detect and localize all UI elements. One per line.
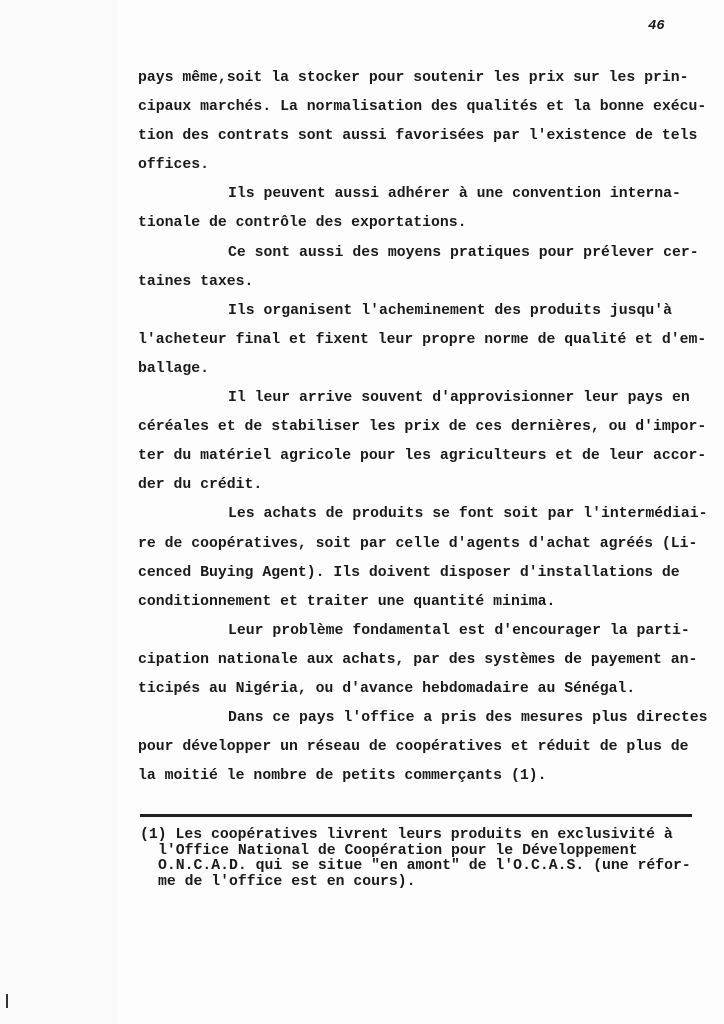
text-line: Ils peuvent aussi adhérer à une convention interna-: [228, 186, 681, 203]
footnote-separator: [140, 814, 692, 817]
text-line: Il leur arrive souvent d'approvisionner leur pays en: [228, 390, 690, 407]
text-line: la moitié le nombre de petits commerçants (1).: [138, 768, 547, 785]
text-line: ticipés au Nigéria, ou d'avance hebdomadaire au Sénégal.: [138, 680, 636, 697]
text-line: Les achats de produits se font soit par l'intermédiai-: [228, 506, 708, 523]
text-line: Dans ce pays l'office a pris des mesures plus directes: [228, 710, 708, 727]
scan-edge-mark: [6, 994, 8, 1008]
text-line: ter du matériel agricole pour les agriculteurs et de leur accor-: [138, 448, 707, 465]
text-line: ballage.: [138, 360, 210, 377]
text-line: cenced Buying Agent). Ils doivent disposer d'installations de: [138, 564, 680, 581]
text-line: re de coopératives, soit par celle d'agents d'achat agréés (Li-: [138, 535, 698, 552]
text-line: Ce sont aussi des moyens pratiques pour prélever cer-: [228, 244, 699, 261]
footnote-line: me de l'office est en cours).: [158, 873, 416, 890]
text-line: der du crédit.: [138, 477, 263, 494]
text-line: tion des contrats sont aussi favorisées par l'existence de tels: [138, 128, 698, 145]
text-line: Ils organisent l'acheminement des produits jusqu'à: [228, 302, 672, 319]
scan-margin: [0, 0, 118, 1024]
text-line: conditionnement et traiter une quantité minima.: [138, 593, 556, 610]
text-line: cipation nationale aux achats, par des systèmes de payement an-: [138, 651, 698, 668]
text-line: pour développer un réseau de coopératives et réduit de plus de: [138, 739, 689, 756]
footnote-line: (1) Les coopératives livrent leurs produits en exclusivité à: [140, 827, 673, 843]
text-line: offices.: [138, 157, 210, 174]
text-line: cipaux marchés. La normalisation des qualités et la bonne exécu-: [138, 99, 707, 116]
text-line: pays même,soit la stocker pour soutenir les prix sur les prin-: [138, 70, 689, 86]
footnote-line: O.N.C.A.D. qui se situe "en amont" de l'O.C.A.S. (une réfor-: [158, 858, 691, 875]
footnote: [140, 828, 720, 890]
text-line: taines taxes.: [138, 273, 254, 290]
body-text: [138, 64, 718, 791]
text-line: l'acheteur final et fixent leur propre norme de qualité et d'em-: [138, 331, 707, 348]
text-line: céréales et de stabiliser les prix de ces dernières, ou d'impor-: [138, 419, 707, 436]
footnote-line: l'Office National de Coopération pour le Développement: [158, 842, 638, 859]
page-number: 46: [648, 18, 665, 34]
text-line: Leur problème fondamental est d'encourager la parti-: [228, 622, 690, 639]
text-line: tionale de contrôle des exportations.: [138, 215, 467, 232]
